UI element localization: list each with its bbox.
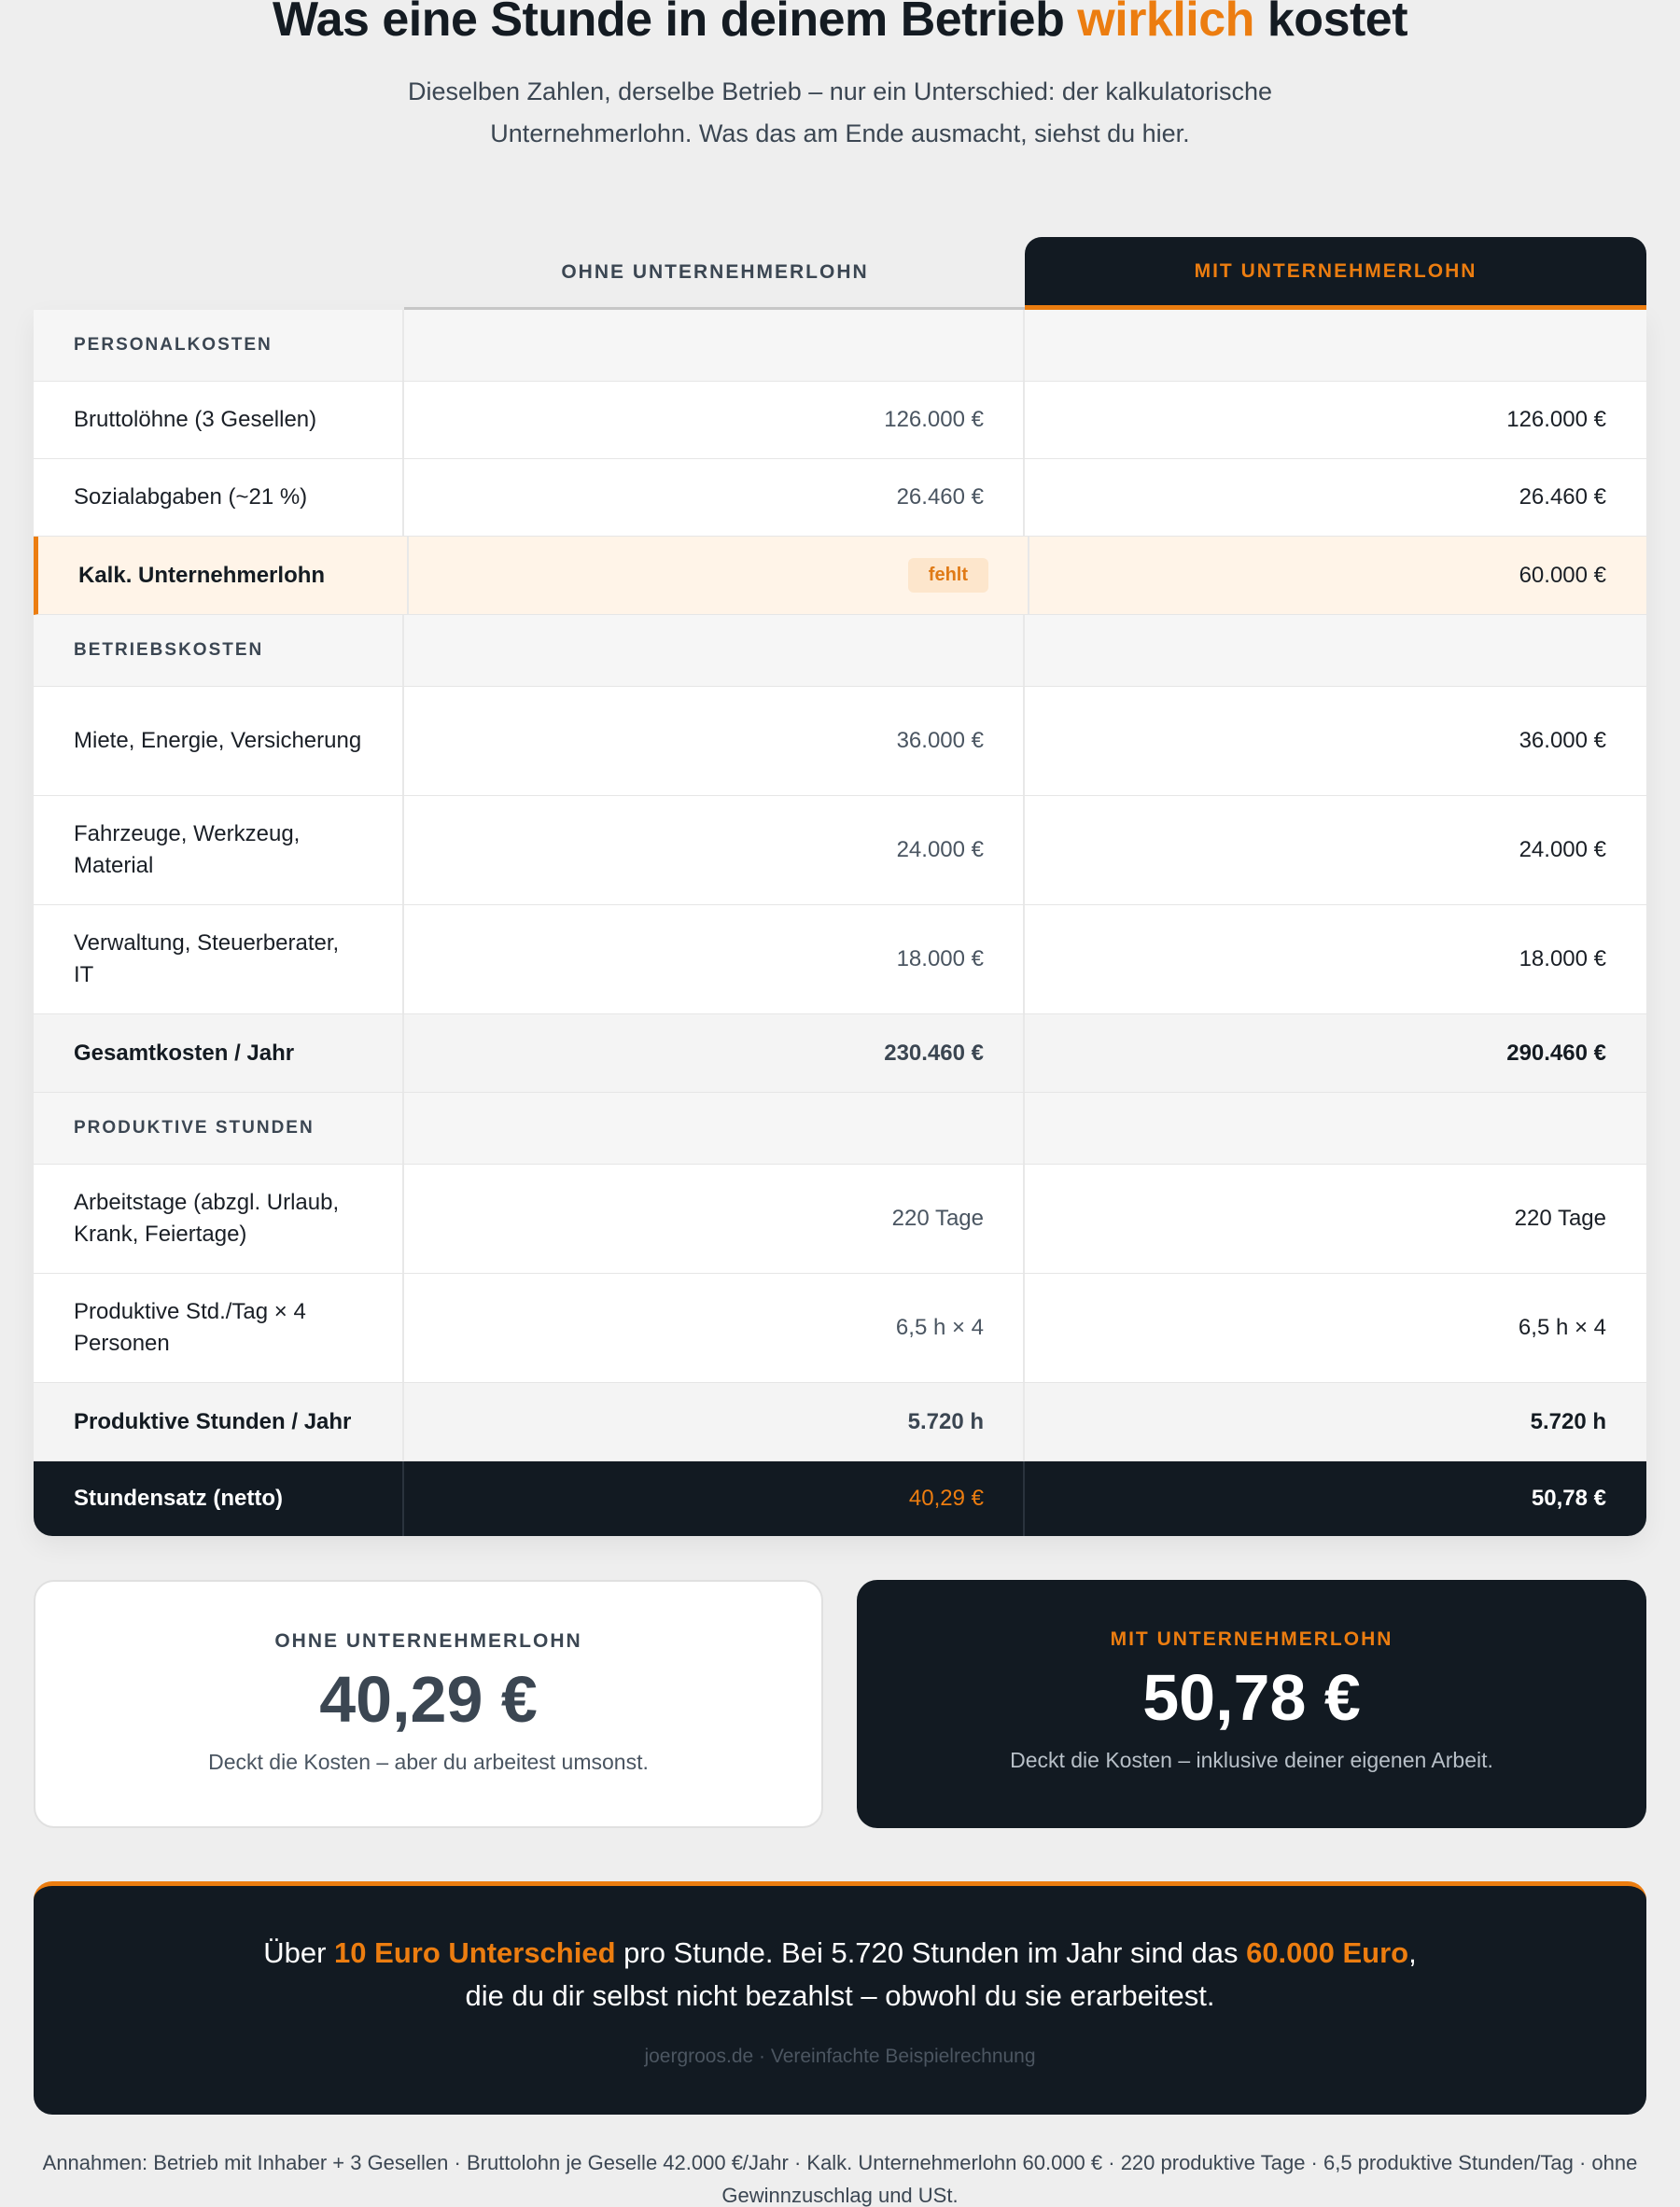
table-row — [34, 382, 1646, 459]
table-row — [34, 1274, 1646, 1383]
value-ohne: 18.000 € — [404, 905, 1025, 1013]
value-mit: 60.000 € — [1519, 562, 1606, 588]
value-ohne — [409, 537, 1029, 614]
callout-text: pro Stunde. Bei 5.720 Stunden im Jahr sind das — [615, 1936, 1247, 1969]
row-label: Sozialabgaben (~21 %) — [34, 459, 404, 536]
value-mit: 5.720 h — [1530, 1408, 1606, 1434]
section-row — [34, 615, 1646, 687]
hourly-rate-row — [34, 1461, 1646, 1536]
row-label: Produktive Std./Tag × 4 Personen — [34, 1274, 404, 1382]
section-label: PRODUKTIVE STUNDEN — [34, 1093, 404, 1164]
value-ohne: 36.000 € — [404, 687, 1025, 795]
card-value: 50,78 € — [1142, 1661, 1361, 1734]
value-mit: 26.460 € — [1519, 484, 1606, 510]
section-row — [34, 1093, 1646, 1165]
callout-highlight: 60.000 Euro — [1246, 1936, 1409, 1969]
callout-highlight: 10 Euro Unterschied — [334, 1936, 616, 1969]
card-value: 40,29 € — [319, 1663, 538, 1736]
section-label: PERSONALKOSTEN — [34, 310, 404, 381]
callout-text: Über — [263, 1936, 335, 1969]
title-part: Was eine Stunde in deinem Betrieb — [272, 0, 1078, 47]
callout-text: die du dir selbst nicht bezahlst – obwohl du sie erarbeitest. — [465, 1979, 1215, 2012]
value-mit: 18.000 € — [1519, 946, 1606, 971]
result-card-ohne — [34, 1580, 823, 1828]
value-mit: 24.000 € — [1519, 837, 1606, 862]
table-row — [34, 459, 1646, 537]
callout-message — [34, 1932, 1646, 2018]
table-row-highlight — [34, 537, 1646, 615]
column-header-mit: MIT UNTERNEHMERLOHN — [1025, 237, 1646, 310]
row-label: Arbeitstage (abzgl. Urlaub, Krank, Feiertage) — [34, 1165, 404, 1273]
assumptions-footnote: Annahmen: Betrieb mit Inhaber + 3 Gesellen · Bruttolohn je Geselle 42.000 €/Jahr · Kalk. Unternehmerlohn 60.000 € · 220 produktive Tage · 6,5 produktive Stunden/Tag · ohne Gewinnzuschlag und USt. — [42, 2151, 1638, 2207]
callout-text: , — [1408, 1936, 1417, 1969]
page-subtitle: Dieselben Zahlen, derselbe Betrieb – nur ein Unterschied: der kalkulatorische Unternehmerlohn. Was das am Ende ausmacht, siehst du hier. — [407, 77, 1272, 147]
row-label: Produktive Stunden / Jahr — [34, 1383, 404, 1460]
value-ohne: 24.000 € — [404, 796, 1025, 904]
value-mit: 220 Tage — [1514, 1206, 1606, 1231]
row-label: Kalk. Unternehmerlohn — [38, 537, 409, 614]
row-label: Gesamtkosten / Jahr — [34, 1014, 404, 1092]
total-row — [34, 1014, 1646, 1093]
title-accent: wirklich — [1077, 0, 1254, 47]
card-label: MIT UNTERNEHMERLOHN — [1110, 1628, 1393, 1650]
comparison-table — [34, 310, 1646, 1536]
missing-badge: fehlt — [908, 558, 988, 593]
section-row — [34, 310, 1646, 382]
table-row — [34, 687, 1646, 796]
table-row — [34, 796, 1646, 905]
column-header-ohne: OHNE UNTERNEHMERLOHN — [404, 237, 1026, 310]
row-label: Stundensatz (netto) — [34, 1461, 404, 1536]
value-ohne: 5.720 h — [404, 1383, 1025, 1460]
row-label: Fahrzeuge, Werkzeug, Material — [34, 796, 404, 904]
card-description: Deckt die Kosten – aber du arbeitest umsonst. — [208, 1750, 649, 1774]
table-row — [34, 1165, 1646, 1274]
value-ohne: 6,5 h × 4 — [404, 1274, 1025, 1382]
value-mit: 36.000 € — [1519, 728, 1606, 753]
title-part: kostet — [1253, 0, 1408, 47]
card-description: Deckt die Kosten – inklusive deiner eigenen Arbeit. — [1010, 1748, 1493, 1772]
value-ohne: 26.460 € — [404, 459, 1025, 536]
row-label: Verwaltung, Steuerberater, IT — [34, 905, 404, 1013]
value-ohne: 126.000 € — [404, 382, 1025, 458]
value-ohne: 40,29 € — [404, 1461, 1025, 1536]
value-mit: 6,5 h × 4 — [1518, 1315, 1606, 1340]
section-label: BETRIEBSKOSTEN — [34, 615, 404, 686]
page-title — [34, 0, 1646, 52]
result-card-mit — [857, 1580, 1646, 1828]
value-ohne: 220 Tage — [404, 1165, 1025, 1273]
row-label: Bruttolöhne (3 Gesellen) — [34, 382, 404, 458]
value-mit: 50,78 € — [1531, 1486, 1606, 1511]
value-mit: 126.000 € — [1506, 407, 1606, 432]
table-row — [34, 905, 1646, 1014]
row-label: Miete, Energie, Versicherung — [34, 687, 404, 795]
value-mit: 290.460 € — [1506, 1040, 1606, 1066]
summary-callout — [34, 1881, 1646, 2115]
card-label: OHNE UNTERNEHMERLOHN — [274, 1630, 582, 1652]
value-ohne: 230.460 € — [404, 1014, 1025, 1092]
total-row — [34, 1383, 1646, 1461]
callout-source: joergroos.de · Vereinfachte Beispielrechnung — [644, 2046, 1036, 2067]
